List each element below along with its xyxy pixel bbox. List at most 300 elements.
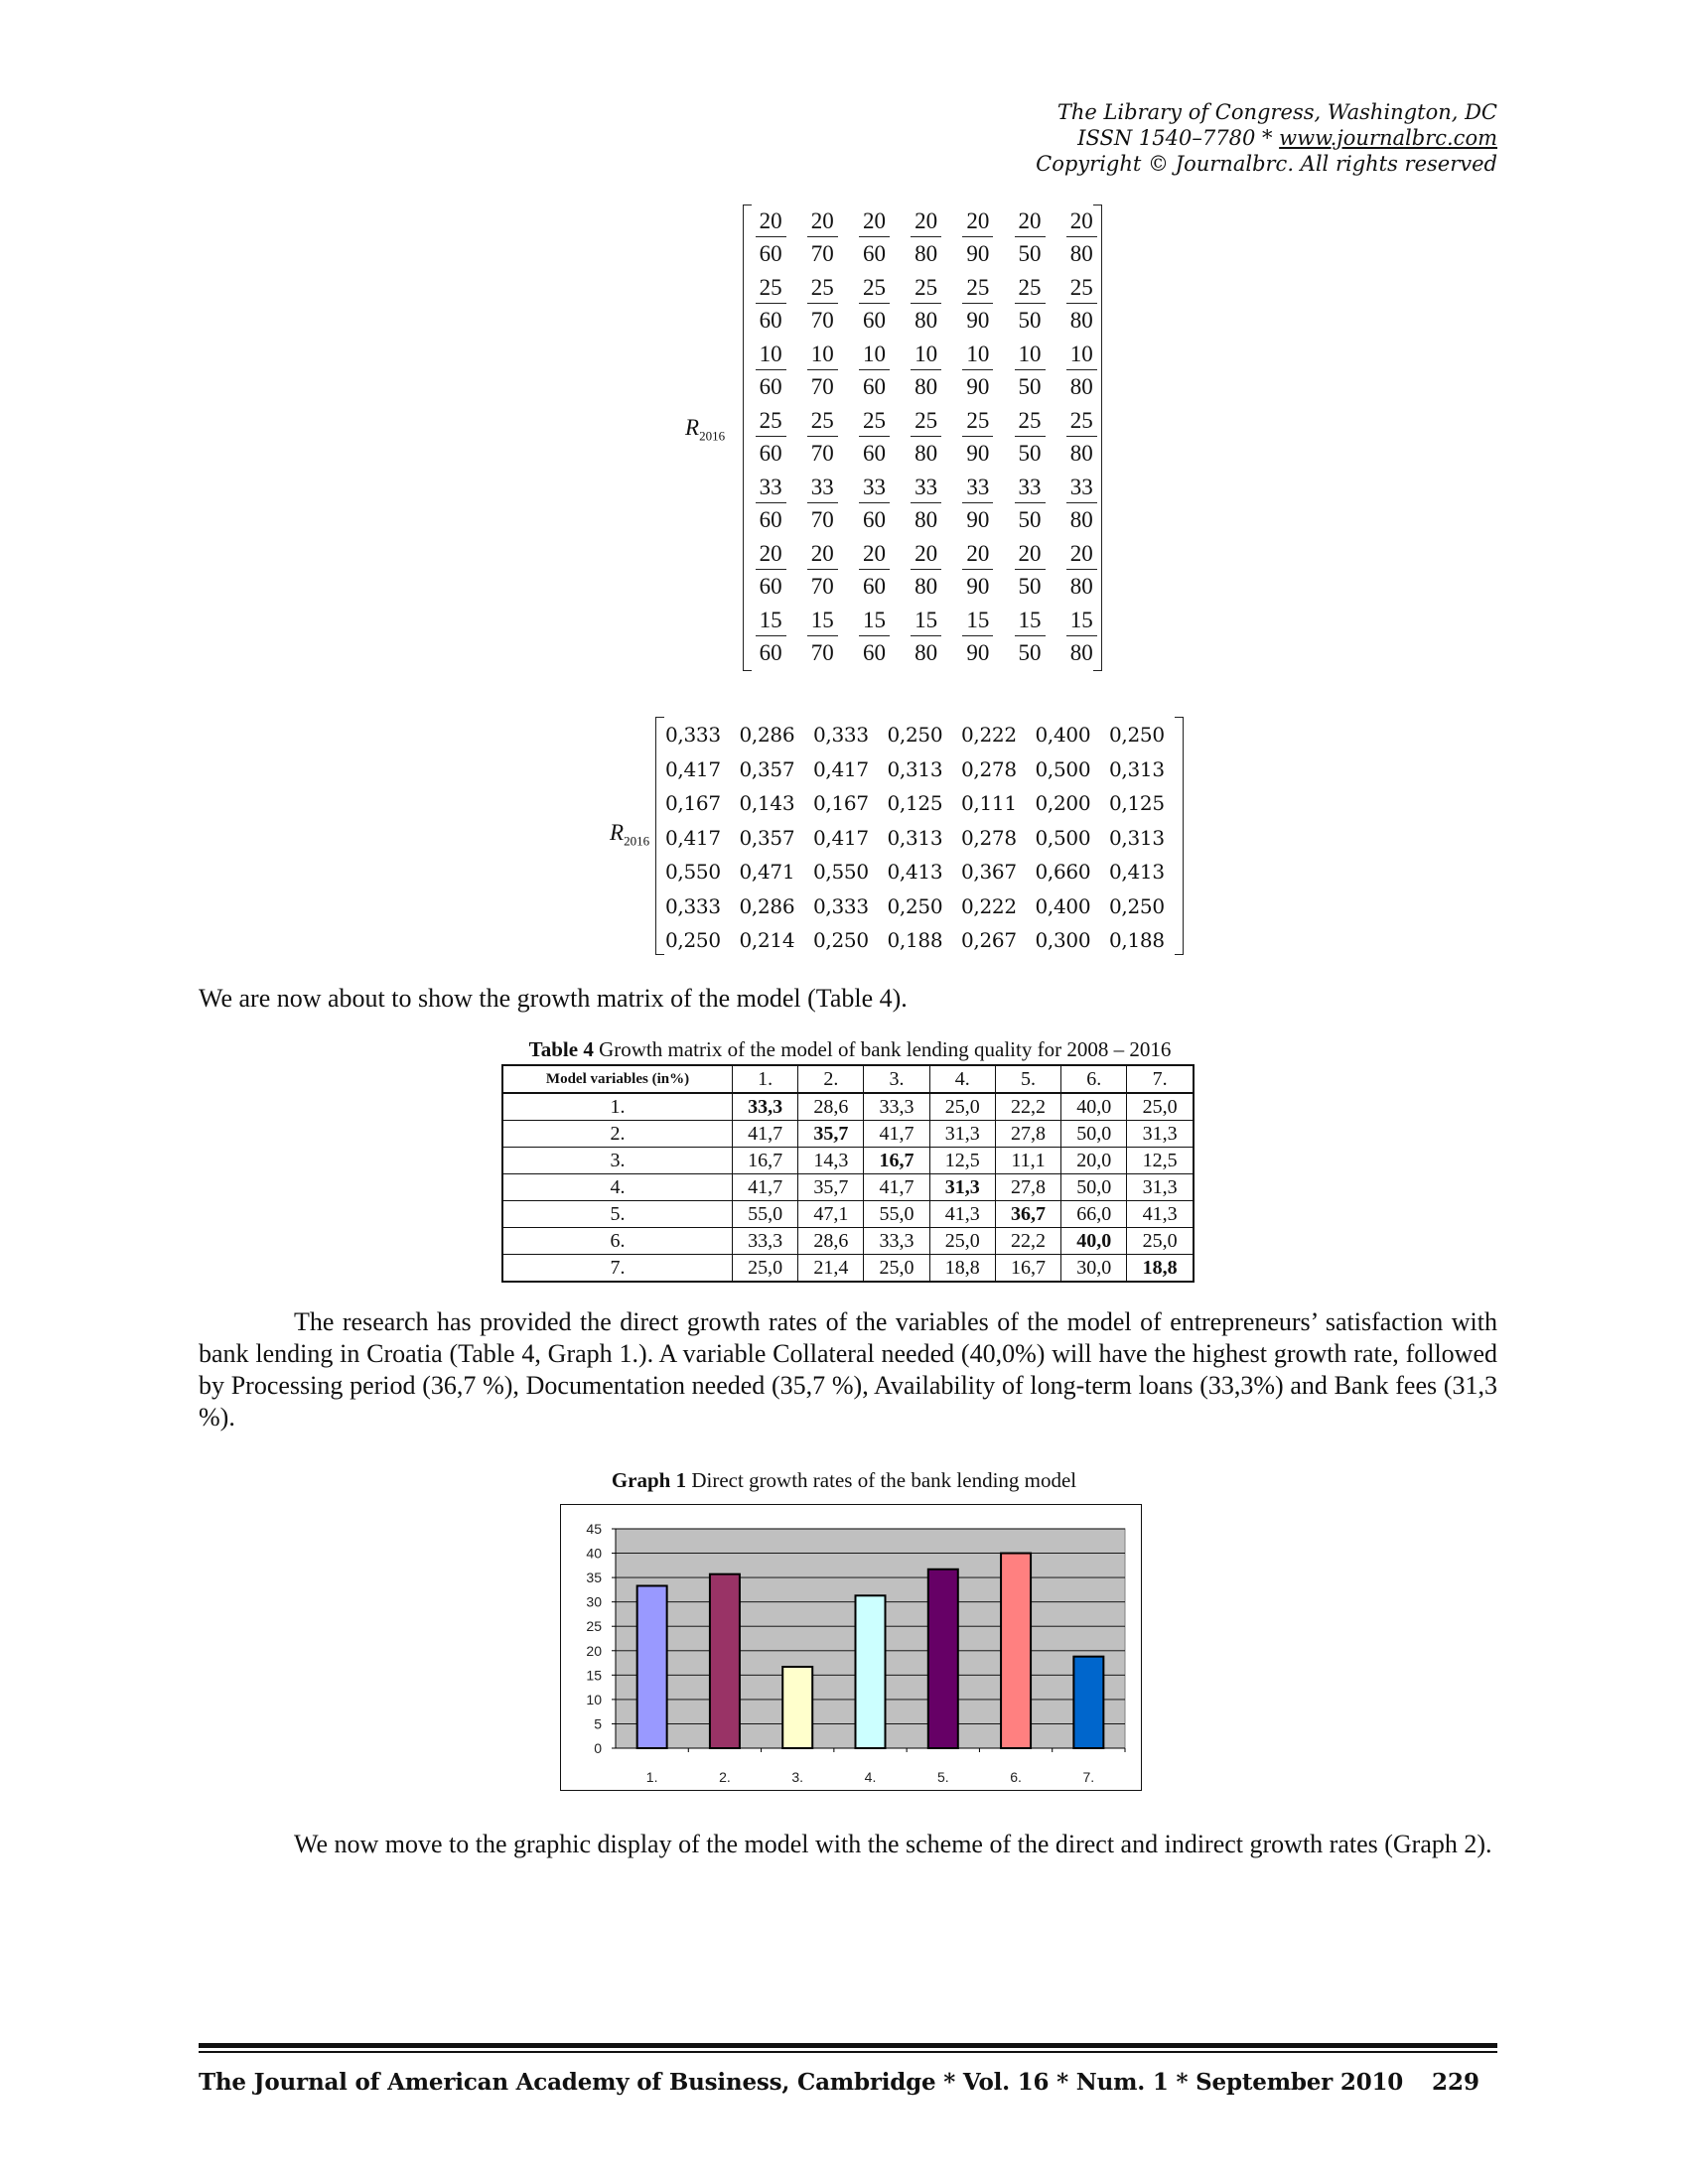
matrix-fraction-cell [952,473,1004,539]
matrix-decimal-cell: 0,167 [665,791,721,815]
fraction-denominator: 70 [810,241,834,266]
matrix-decimal-cell: 0,125 [1109,791,1165,815]
fraction-numerator: 20 [859,206,890,237]
fraction-denominator: 60 [759,374,782,399]
matrix-decimal-cell: 0,357 [739,756,795,781]
fraction-denominator: 80 [1069,241,1093,266]
matrix-fraction-cell [848,473,900,539]
matrix-decimal-cell: 0,250 [1109,723,1165,747]
fraction-denominator: 60 [759,574,782,599]
matrix-label-decimal: $R_{2016}$ [610,820,650,849]
matrix-fraction-cell [745,206,796,273]
fraction-numerator: 25 [1066,406,1097,437]
fraction-numerator: 10 [1015,340,1046,370]
y-tick-label: 25 [586,1618,602,1635]
table-row-label: 1. [502,1093,733,1121]
y-tick-label: 5 [594,1715,602,1732]
fraction-numerator: 33 [807,473,838,503]
left-bracket [655,717,664,955]
fraction-numerator: 10 [911,340,941,370]
fraction-numerator: 10 [859,340,890,370]
fraction-denominator: 50 [1018,241,1042,266]
table-cell: 41,3 [1127,1201,1194,1228]
matrix-fraction-cell [796,539,848,606]
decimal-matrix [655,717,1184,955]
fraction-numerator: 20 [756,539,786,570]
table-cell: 41,7 [733,1121,798,1148]
table-column-header: 1. [733,1065,798,1093]
matrix-decimal-cell: 0,417 [813,756,869,781]
fraction-numerator: 15 [756,606,786,636]
matrix-fraction-cell [848,206,900,273]
matrix-decimal-cell: 0,313 [887,756,943,781]
table-cell: 11,1 [995,1148,1060,1174]
matrix-fraction-cell [796,273,848,340]
fraction-numerator: 33 [1015,473,1046,503]
table-cell: 16,7 [733,1148,798,1174]
matrix-decimal-cell: 0,313 [887,825,943,850]
right-bracket [1093,205,1102,671]
x-tick-label: 3. [791,1769,804,1785]
fraction-numerator: 25 [1015,273,1046,304]
y-tick-label: 45 [586,1521,602,1537]
fraction-numerator: 20 [962,539,993,570]
table-cell: 18,8 [1127,1255,1194,1283]
matrix-fraction-cell [952,273,1004,340]
table-cell: 66,0 [1061,1201,1127,1228]
fraction-denominator: 80 [1069,374,1093,399]
table-cell: 47,1 [798,1201,864,1228]
matrix-decimal-cell: 0,550 [813,860,869,884]
table-cell: 33,3 [733,1228,798,1255]
bar-chart [561,1505,1143,1792]
matrix-decimal-cell: 0,417 [813,825,869,850]
fraction-numerator: 20 [807,539,838,570]
matrix-decimal-cell: 0,125 [887,791,943,815]
bar-chart-frame [560,1504,1142,1791]
table-cell: 30,0 [1061,1255,1127,1283]
matrix-fraction-cell [848,539,900,606]
table-cell: 41,7 [864,1174,929,1201]
fraction-numerator: 15 [859,606,890,636]
fraction-denominator: 90 [966,241,990,266]
fraction-numerator: 25 [859,406,890,437]
table-cell: 25,0 [929,1093,995,1121]
matrix-decimal-cell: 0,417 [665,825,721,850]
matrix-decimal-cell: 0,367 [961,860,1017,884]
fraction-numerator: 25 [807,273,838,304]
table-cell: 41,7 [733,1174,798,1201]
table-cell: 31,3 [1127,1174,1194,1201]
matrix-fraction-cell [1004,539,1055,606]
page-number: 229 [1431,2069,1479,2096]
table-header-row [502,1065,1194,1093]
matrix-fraction-cell [901,273,952,340]
matrix-fraction-cell [901,340,952,406]
matrix-decimal-cell: 0,300 [1035,928,1091,952]
fraction-denominator: 90 [966,640,990,665]
matrix-fraction-cell [745,539,796,606]
matrix-decimal-cell: 0,250 [665,928,721,952]
fraction-numerator: 15 [807,606,838,636]
table-column-header: 6. [1061,1065,1127,1093]
fraction-denominator: 80 [1069,640,1093,665]
fraction-denominator: 80 [1069,441,1093,466]
table-column-header: 3. [864,1065,929,1093]
matrix-decimal-cell: 0,550 [665,860,721,884]
y-tick-label: 40 [586,1545,602,1562]
y-tick-label: 15 [586,1667,602,1684]
table-cell: 31,3 [929,1174,995,1201]
fraction-denominator: 60 [759,241,782,266]
matrix-fraction-cell [901,539,952,606]
table-row [502,1255,1194,1283]
matrix-fraction-cell [848,340,900,406]
table-row [502,1201,1194,1228]
fraction-numerator: 10 [1066,340,1097,370]
matrix-decimal-cell: 0,333 [813,723,869,747]
bar [637,1585,667,1748]
matrix-decimal-cell: 0,333 [665,723,721,747]
x-tick-label: 2. [719,1769,731,1785]
fraction-numerator: 20 [1015,539,1046,570]
matrix-decimal-cell: 0,286 [739,723,795,747]
header-line-2 [1036,125,1497,151]
table-cell: 22,2 [995,1093,1060,1121]
fraction-numerator: 25 [1066,273,1097,304]
matrix-fraction-cell [901,406,952,473]
matrix-fraction-cell [848,273,900,340]
matrix-fraction-cell [745,340,796,406]
table-cell: 50,0 [1061,1121,1127,1148]
table-corner-header: Model variables (in%) [502,1065,733,1093]
matrix-fraction-cell [1004,206,1055,273]
table-column-header: 7. [1127,1065,1194,1093]
matrix-decimal-cell: 0,660 [1035,860,1091,884]
bar [782,1667,812,1748]
table-cell: 12,5 [929,1148,995,1174]
table-cell: 22,2 [995,1228,1060,1255]
fraction-numerator: 20 [911,539,941,570]
matrix-fraction-cell [901,206,952,273]
fraction-denominator: 70 [810,574,834,599]
bar [1001,1554,1031,1748]
fraction-denominator: 60 [759,308,782,333]
matrix-decimal-cell: 0,250 [813,928,869,952]
fraction-numerator: 25 [962,406,993,437]
table-cell: 25,0 [1127,1093,1194,1121]
fraction-denominator: 80 [914,241,938,266]
matrix-fraction-cell [745,406,796,473]
matrix-fraction-cell [1004,273,1055,340]
table-cell: 35,7 [798,1174,864,1201]
table-cell: 55,0 [864,1201,929,1228]
matrix-decimal-cell: 0,313 [1109,756,1165,781]
footer-citation: The Journal of American Academy of Business, Cambridge * Vol. 16 * Num. 1 * September 2010 [199,2069,1404,2096]
matrix-fraction-cell [952,606,1004,672]
matrix-decimal-cell: 0,286 [739,893,795,918]
table-cell: 40,0 [1061,1093,1127,1121]
right-bracket [1175,717,1184,955]
table-cell: 27,8 [995,1121,1060,1148]
closing-paragraph: We now move to the graphic display of the model with the scheme of the direct and indirect growth rates (Graph 2). [294,1830,1492,1858]
fraction-numerator: 25 [859,273,890,304]
matrix-decimal-cell: 0,250 [887,723,943,747]
matrix-fraction-cell [745,273,796,340]
footer-rule-thin [199,2051,1497,2053]
fraction-denominator: 80 [1069,308,1093,333]
matrix-decimal-cell: 0,143 [739,791,795,815]
fraction-numerator: 15 [1066,606,1097,636]
matrix-fraction-cell [901,606,952,672]
fraction-denominator: 70 [810,640,834,665]
x-tick-label: 1. [645,1769,658,1785]
fraction-denominator: 60 [759,441,782,466]
fraction-denominator: 80 [914,640,938,665]
fraction-denominator: 90 [966,574,990,599]
fraction-denominator: 80 [914,507,938,532]
table-cell: 14,3 [798,1148,864,1174]
table-column-header: 2. [798,1065,864,1093]
fraction-denominator: 80 [914,441,938,466]
decimal-matrix-grid [665,718,1184,958]
matrix-fraction-cell [952,406,1004,473]
fraction-denominator: 70 [810,507,834,532]
table-cell: 25,0 [1127,1228,1194,1255]
matrix-decimal-cell: 0,357 [739,825,795,850]
matrix-decimal-cell: 0,188 [1109,928,1165,952]
fraction-numerator: 20 [859,539,890,570]
matrix-fraction-cell [796,206,848,273]
table-column-header: 5. [995,1065,1060,1093]
fraction-numerator: 15 [1015,606,1046,636]
matrix-decimal-cell: 0,188 [887,928,943,952]
fraction-numerator: 20 [911,206,941,237]
fraction-denominator: 60 [759,640,782,665]
matrix-decimal-cell: 0,250 [887,893,943,918]
fraction-numerator: 25 [807,406,838,437]
fraction-denominator: 60 [862,441,886,466]
fraction-denominator: 50 [1018,308,1042,333]
matrix-decimal-cell: 0,313 [1109,825,1165,850]
matrix-decimal-cell: 0,250 [1109,893,1165,918]
fraction-denominator: 50 [1018,374,1042,399]
fraction-numerator: 33 [962,473,993,503]
graph-caption: Graph 1 Direct growth rates of the bank lending model [611,1468,1077,1492]
matrix-decimal-cell: 0,400 [1035,893,1091,918]
matrix-fraction-cell [1004,473,1055,539]
table-column-header: 4. [929,1065,995,1093]
table-cell: 16,7 [864,1148,929,1174]
table-row [502,1093,1194,1121]
fraction-denominator: 60 [862,574,886,599]
matrix-decimal-cell: 0,413 [1109,860,1165,884]
fraction-numerator: 20 [1015,206,1046,237]
matrix-fraction-cell [952,340,1004,406]
fraction-denominator: 90 [966,507,990,532]
matrix-decimal-cell: 0,471 [739,860,795,884]
fraction-denominator: 50 [1018,507,1042,532]
matrix-decimal-cell: 0,278 [961,825,1017,850]
bar [1073,1657,1103,1748]
matrix-fraction-cell [796,340,848,406]
x-tick-label: 5. [936,1769,949,1785]
fraction-denominator: 70 [810,441,834,466]
matrix-fraction-cell [796,406,848,473]
fraction-numerator: 20 [962,206,993,237]
fraction-numerator: 10 [962,340,993,370]
table-caption: Table 4 Growth matrix of the model of bank lending quality for 2008 – 2016 [528,1037,1172,1061]
y-tick-label: 35 [586,1570,602,1586]
table-cell: 41,7 [864,1121,929,1148]
matrix-fraction-cell [796,473,848,539]
table-row [502,1174,1194,1201]
fraction-denominator: 80 [1069,574,1093,599]
table-cell: 28,6 [798,1093,864,1121]
fraction-denominator: 80 [1069,507,1093,532]
header-line-3: Copyright © Journalbrc. All rights reserved [1036,152,1497,176]
table-cell: 20,0 [1061,1148,1127,1174]
matrix-decimal-cell: 0,400 [1035,723,1091,747]
table-cell: 31,3 [929,1121,995,1148]
y-tick-label: 30 [586,1593,602,1610]
y-tick-label: 0 [594,1740,602,1756]
table-row-label: 4. [502,1174,733,1201]
fraction-denominator: 70 [810,374,834,399]
table-cell: 36,7 [995,1201,1060,1228]
fraction-numerator: 10 [807,340,838,370]
matrix-decimal-cell: 0,200 [1035,791,1091,815]
matrix-decimal-cell: 0,500 [1035,825,1091,850]
matrix-decimal-cell: 0,413 [887,860,943,884]
bar [856,1595,886,1748]
fraction-denominator: 60 [759,507,782,532]
matrix-fraction-cell [745,473,796,539]
matrix-fraction-cell [1004,406,1055,473]
matrix-fraction-cell [745,606,796,672]
table-cell: 28,6 [798,1228,864,1255]
matrix-decimal-cell: 0,267 [961,928,1017,952]
fraction-numerator: 15 [962,606,993,636]
matrix-decimal-cell: 0,333 [665,893,721,918]
table-cell: 40,0 [1061,1228,1127,1255]
fraction-denominator: 60 [862,374,886,399]
table-row [502,1148,1194,1174]
table-row-label: 7. [502,1255,733,1283]
fraction-numerator: 25 [756,273,786,304]
table-cell: 33,3 [733,1093,798,1121]
matrix-decimal-cell: 0,222 [961,723,1017,747]
fraction-denominator: 60 [862,308,886,333]
matrix-decimal-cell: 0,167 [813,791,869,815]
matrix-fraction-cell [1004,606,1055,672]
fraction-numerator: 25 [1015,406,1046,437]
matrix-decimal-cell: 0,222 [961,893,1017,918]
matrix-fraction-cell [796,606,848,672]
fraction-numerator: 25 [911,406,941,437]
bar [928,1570,958,1748]
x-tick-label: 4. [864,1769,877,1785]
matrix-decimal-cell: 0,417 [665,756,721,781]
table-cell: 50,0 [1061,1174,1127,1201]
fraction-denominator: 50 [1018,574,1042,599]
fraction-numerator: 25 [911,273,941,304]
footer-rule-thick [199,2043,1497,2048]
table-row-label: 3. [502,1148,733,1174]
table-row-label: 2. [502,1121,733,1148]
matrix-label-fraction: $R_{2016}$ [685,415,726,444]
fraction-numerator: 20 [1066,539,1097,570]
table-cell: 16,7 [995,1255,1060,1283]
table-cell: 41,3 [929,1201,995,1228]
fraction-denominator: 70 [810,308,834,333]
table-cell: 25,0 [864,1255,929,1283]
fraction-numerator: 20 [1066,206,1097,237]
fraction-denominator: 90 [966,308,990,333]
fraction-denominator: 90 [966,441,990,466]
table-row-label: 6. [502,1228,733,1255]
fraction-numerator: 15 [911,606,941,636]
table-row [502,1121,1194,1148]
fraction-numerator: 10 [756,340,786,370]
matrix-decimal-cell: 0,278 [961,756,1017,781]
table-cell: 33,3 [864,1093,929,1121]
fraction-denominator: 80 [914,574,938,599]
growth-matrix-table [501,1064,1195,1283]
journal-header [1036,99,1497,177]
table-cell: 27,8 [995,1174,1060,1201]
matrix-fraction-cell [848,406,900,473]
journal-link[interactable]: www.journalbrc.com [1279,126,1497,150]
x-tick-label: 7. [1082,1769,1095,1785]
x-tick-label: 6. [1010,1769,1022,1785]
fraction-numerator: 25 [962,273,993,304]
matrix-decimal-cell: 0,214 [739,928,795,952]
table-cell: 12,5 [1127,1148,1194,1174]
table-cell: 35,7 [798,1121,864,1148]
y-tick-label: 20 [586,1642,602,1659]
fraction-denominator: 60 [862,640,886,665]
fraction-matrix [743,205,1102,671]
matrix-fraction-cell [901,473,952,539]
y-tick-label: 10 [586,1691,602,1707]
table-row-label: 5. [502,1201,733,1228]
fraction-denominator: 60 [862,507,886,532]
fraction-numerator: 20 [756,206,786,237]
matrix-fraction-cell [952,539,1004,606]
fraction-denominator: 80 [914,308,938,333]
matrix-fraction-cell [952,206,1004,273]
matrix-decimal-cell: 0,111 [961,791,1017,815]
fraction-denominator: 90 [966,374,990,399]
matrix-fraction-cell [848,606,900,672]
fraction-numerator: 20 [807,206,838,237]
fraction-denominator: 50 [1018,441,1042,466]
intro-paragraph: We are now about to show the growth matrix of the model (Table 4). [199,984,908,1013]
table-cell: 21,4 [798,1255,864,1283]
table-cell: 25,0 [929,1228,995,1255]
fraction-numerator: 33 [859,473,890,503]
fraction-numerator: 33 [756,473,786,503]
bar [710,1574,740,1748]
matrix-decimal-cell: 0,500 [1035,756,1091,781]
fraction-denominator: 80 [914,374,938,399]
table-cell: 25,0 [733,1255,798,1283]
fraction-denominator: 60 [862,241,886,266]
table-cell: 31,3 [1127,1121,1194,1148]
matrix-decimal-cell: 0,333 [813,893,869,918]
table-row [502,1228,1194,1255]
